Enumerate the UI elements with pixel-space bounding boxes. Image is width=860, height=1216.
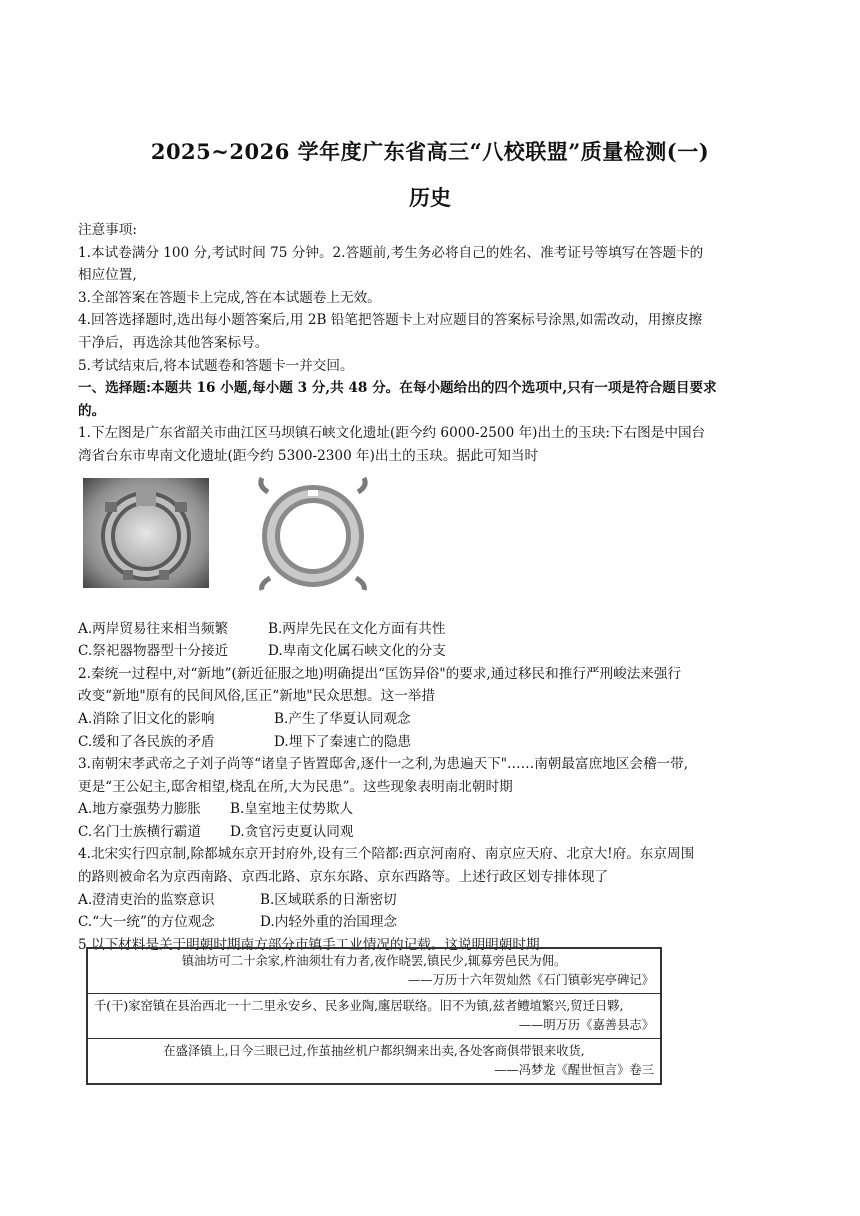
question-3-stem-cont: 更是“王公妃主,邸舍相望,桡乱在所,大为民患”。这些现象表明南北朝时期 (78, 778, 513, 795)
question-1-stem-cont: 湾省台东市卑南文化遗址(距今约 5300-2300 年)出土的玉玦。据此可知当时 (78, 447, 539, 464)
notice-line: 干净后，再选涂其他答案标号。 (78, 334, 269, 351)
question-3-options-row2 (78, 821, 790, 844)
material-row (88, 949, 660, 994)
material-text: 在盛泽镇上,日今三眼已过,作茧抽丝机户都织绸来出卖,各处客商俱带银来收货, (163, 1044, 585, 1058)
shixia-jade-jue-photo (83, 478, 209, 588)
q2-option-a: A.消除了旧文化的影响 (78, 710, 215, 727)
question-4-options-row1 (78, 889, 790, 912)
q1-option-a: A.两岸贸易往来相当频繁 (78, 620, 229, 637)
section-heading-cont: 的。 (78, 402, 106, 419)
question-3-options-row1 (78, 798, 790, 821)
notice-line: 3.全部答案在答题卡上完成,答在本试题卷上无效。 (78, 289, 381, 306)
notice-heading: 注意事项: (78, 222, 137, 238)
q3-option-a: A.地方豪强势力膨胀 (78, 801, 201, 818)
q1-option-b: B.两岸先民在文化方面有共性 (268, 620, 446, 637)
question-2-options-row1 (78, 708, 790, 731)
q1-option-d: D.卑南文化属石峡文化的分支 (268, 643, 446, 660)
q1-option-c: C.祭祀器物器型十分接近 (78, 643, 229, 660)
material-row (88, 1039, 660, 1083)
q3-option-d: D.贪官污吏夏认同观 (230, 823, 354, 840)
section-heading: 一、选择题:本题共 16 小题,每小题 3 分,共 48 分。在每小题给出的四个选项中,只有一项是符合题目要求 (78, 380, 717, 397)
q4-option-d: D.内轻外重的治国理念 (260, 914, 398, 931)
question-4-options-row2 (78, 911, 790, 934)
question-4-stem: 4.北宋实行四京制,除都城东京开封府外,设有三个陪都:西京河南府、南京应天府、北京大!府。东京周围 (78, 846, 695, 863)
material-source: ——冯梦龙《醒世恒言》卷三 (494, 1063, 654, 1077)
question-2-stem-cont: 改变“新地"原有的民间风俗,匡正“新地"民众思想。这一举措 (78, 688, 435, 705)
q4-option-c: C.“大一统”的方位观念 (78, 914, 215, 931)
subject-title: 历史 (409, 185, 451, 210)
q4-option-a: A.澄清吏治的监察意识 (78, 891, 215, 908)
notice-line: 4.回答选择题时,选出每小题答案后,用 2B 铅笔把答题卡上对应题目的答案标号涂黑,如需改动，用擦皮擦 (78, 312, 703, 329)
notice-line: 1.本试卷满分 100 分,考试时间 75 分钟。2.答题前,考生务必将自己的姓名、准考证号等填写在答题卡的 (78, 244, 704, 261)
q3-option-b: B.皇室地主仗势欺人 (230, 801, 354, 818)
question-5-material-table (86, 947, 662, 1085)
material-source: ——明万历《嘉善县志》 (518, 1018, 654, 1032)
q2-option-c: C.缓和了各民族的矛盾 (78, 733, 215, 750)
question-1-options-row2 (78, 640, 790, 663)
q2-option-b: B.产生了华夏认同观念 (274, 710, 411, 727)
q2-option-d: D.埋下了秦速亡的隐患 (274, 733, 412, 750)
exam-title: 2025~2026 学年度广东省高三“八校联盟”质量检测(一) (150, 139, 710, 164)
question-1-images (78, 468, 790, 618)
question-2-options-row2 (78, 731, 790, 754)
q4-option-b: B.区域联系的日渐密切 (260, 891, 397, 908)
question-3-stem: 3.南朝宋孝武帝之子刘子尚等“诸皇子皆置邸舍,逐什一之利,为患遍天下"……南朝最富庶地区会稽一带, (78, 756, 689, 773)
exam-body (78, 219, 790, 956)
material-source: ——万历十六年贺灿然《石门镇彰宪亭碑记》 (408, 973, 654, 987)
question-2-stem: 2.秦统一过程中,对“新地”(新近征服之地)明确提出“匡饬异俗"的要求,通过移民和推行严刑峻法来强行 (78, 665, 682, 682)
question-1-options-row1 (78, 618, 790, 641)
question-5-stem: 5.以下材料是关于明朝时期南方部分市镇手工业情况的记载。这说明明朝时期 (78, 936, 540, 953)
notice-line: 相应位置, (78, 267, 137, 284)
material-text: 千(干)家窑镇在县治西北一十二里永安乡、民多业陶,廛居联络。旧不为镇,兹者鳢埴繁兴,贸迁日夥, (94, 999, 624, 1013)
notice-line: 5.考试结束后,将本试题卷和答题卡一并交回。 (78, 357, 354, 374)
material-row (88, 994, 660, 1039)
q3-option-c: C.名门士族横行霸道 (78, 823, 201, 840)
material-text: 镇油坊可二十余家,杵油须壮有力者,夜作晓罢,镇民少,辄募旁邑民为佣。 (181, 954, 567, 968)
question-4-stem-cont: 的路则被命名为京西南路、京西北路、京东东路、京东西路等。上述行政区划专排体现了 (78, 869, 609, 886)
question-1-stem: 1.下左图是广东省韶关市曲江区马坝镇石峡文化遗址(距今约 6000-2500 年)出土的玉玦:下右图是中国台 (78, 425, 706, 442)
beinan-jade-jue-photo (248, 474, 378, 592)
